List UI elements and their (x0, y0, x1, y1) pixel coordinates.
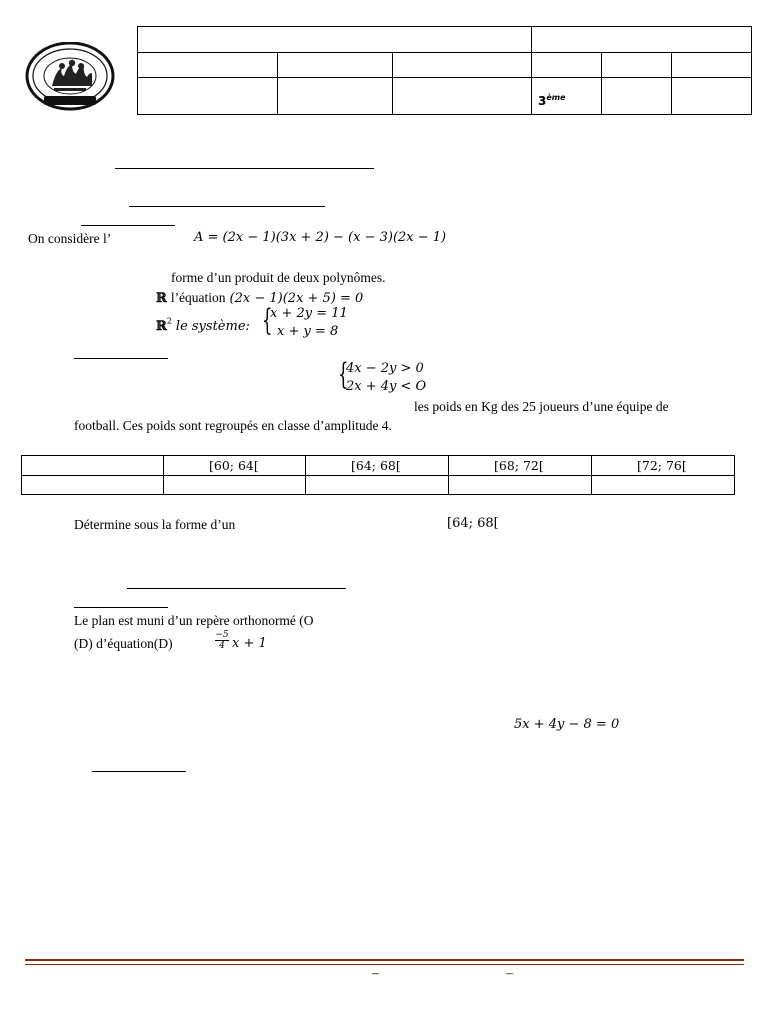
effectif-cell (592, 476, 735, 495)
inequality-line-1: 4x − 2y > 0 (346, 361, 424, 376)
footer-rule-thick (25, 959, 744, 961)
inequality-brace-icon: { (338, 357, 349, 392)
ex3-line-1: Le plan est muni d’un repère orthonormé (O (74, 613, 314, 628)
school-logo (24, 42, 118, 112)
exercise-2-underline (74, 358, 168, 359)
ex1-q2-text: l’équation (170, 290, 226, 305)
ex1-expression: A = (2x − 1)(3x + 2) − (x − 3)(2x − 1) (194, 230, 447, 245)
table-row-effectifs (22, 476, 735, 495)
ex3-fraction-rest: x + 1 (232, 636, 267, 651)
class-cell: [64; 68[ (306, 456, 449, 476)
class-cell: [60; 64[ (164, 456, 306, 476)
header-cell (393, 53, 532, 78)
header-table (137, 26, 752, 115)
ex1-question-1: forme d’un produit de deux polynômes. (171, 270, 386, 285)
ex3-equation-2: 5x + 4y − 8 = 0 (514, 717, 620, 732)
subtitle-underline (129, 206, 325, 207)
stat-line-1: les poids en Kg des 25 joueurs d’une équipe de (414, 399, 669, 414)
class-cell: [68; 72[ (449, 456, 592, 476)
set-exponent: 2 (166, 316, 172, 326)
header-cell-school (532, 27, 752, 53)
effectif-cell (306, 476, 449, 495)
effectif-cell (449, 476, 592, 495)
exercise-4-underline (92, 771, 186, 772)
fraction-denominator: 4 (219, 641, 225, 651)
inequality-line-2: 2x + 4y < O (346, 379, 427, 394)
class-cell: [72; 76[ (592, 456, 735, 476)
fraction-numerator: −5 (215, 630, 229, 640)
level-number: 3 (538, 94, 547, 108)
ex1-q2-equation: (2x − 1)(2x + 5) = 0 (229, 291, 364, 306)
footer-dash-2: – (506, 965, 513, 980)
header-cell (602, 78, 672, 115)
header-cell (602, 53, 672, 78)
real-set-symbol: ℝ (156, 291, 167, 306)
stat-line-2: football. Ces poids sont regroupés en classe d’amplitude 4. (74, 418, 392, 433)
ex3-line-2: (D) d’équation(D) (74, 636, 173, 651)
exercise-1-underline (81, 225, 175, 226)
effectif-cell (22, 476, 164, 495)
header-cell (138, 78, 278, 115)
system-line-1: x + 2y = 11 (270, 306, 348, 321)
weight-class-table (21, 455, 735, 495)
ex1-q3-text: le système: (175, 319, 250, 334)
footer-rule-thin (25, 964, 744, 965)
section-2-underline (127, 588, 346, 589)
header-cell (532, 53, 602, 78)
class-cell (22, 456, 164, 476)
ex1-question-3 (156, 317, 250, 335)
header-cell (672, 53, 752, 78)
footer-dash-1: – (372, 965, 379, 980)
ex2-question: Détermine sous la forme d’un (74, 517, 236, 532)
ex1-intro: On considère l’ (28, 231, 112, 246)
system-brace-icon: { (262, 303, 273, 338)
header-cell-level (532, 78, 602, 115)
header-cell (278, 53, 393, 78)
exercise-3-underline (74, 607, 168, 608)
ex2-class-reference: [64; 68[ (447, 516, 499, 531)
title-underline (115, 168, 374, 169)
school-crest-icon (24, 42, 118, 112)
ex1-question-2 (156, 289, 363, 307)
system-line-2: x + y = 8 (277, 324, 339, 339)
level-sup: ème (546, 93, 566, 102)
effectif-cell (164, 476, 306, 495)
header-cell (672, 78, 752, 115)
header-cell-title (138, 27, 532, 53)
real-set-symbol: ℝ (156, 319, 167, 334)
table-row-classes (22, 456, 735, 476)
header-cell (278, 78, 393, 115)
fraction (214, 630, 230, 651)
header-cell (393, 78, 532, 115)
header-cell (138, 53, 278, 78)
